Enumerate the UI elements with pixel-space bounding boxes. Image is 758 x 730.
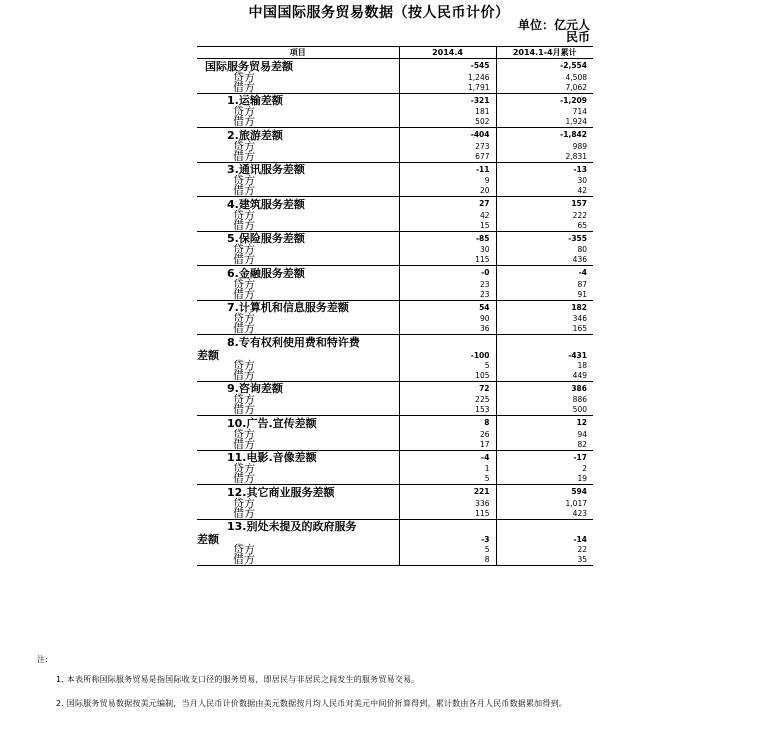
credit-month: 42 [399, 211, 496, 221]
credit-row [197, 73, 593, 83]
group-label-text: 6.金融服务差额 [227, 266, 305, 280]
credit-label-text: 贷方 [233, 105, 255, 118]
credit-month: 5 [399, 361, 496, 371]
debit-month: 105 [399, 371, 496, 382]
balance-month: 8 [399, 416, 496, 430]
group-balance-row [197, 231, 593, 245]
debit-row [197, 474, 593, 485]
page-title: 中国国际服务贸易数据（按人民币计价） [248, 5, 510, 21]
debit-row [197, 440, 593, 451]
debit-cumulative: 436 [496, 255, 593, 266]
empty-cell [496, 519, 593, 533]
debit-cumulative: 65 [496, 221, 593, 232]
debit-label [197, 555, 399, 566]
debit-label [197, 255, 399, 266]
balance-cumulative: -1,209 [496, 93, 593, 107]
debit-row [197, 117, 593, 128]
credit-row [197, 280, 593, 290]
balance-cumulative: 12 [496, 416, 593, 430]
empty-cell [399, 519, 496, 533]
balance-month: -545 [399, 59, 496, 73]
credit-row [197, 545, 593, 555]
credit-cumulative: 94 [496, 430, 593, 440]
debit-row [197, 221, 593, 232]
debit-cumulative: 500 [496, 405, 593, 416]
credit-label-text: 贷方 [233, 312, 255, 325]
notes-label: 注: [37, 655, 48, 664]
debit-label [197, 405, 399, 416]
credit-month: 1,246 [399, 73, 496, 83]
debit-label-text: 借方 [233, 287, 255, 301]
empty-cell [496, 335, 593, 349]
debit-month: 8 [399, 555, 496, 566]
balance-month: 221 [399, 485, 496, 499]
debit-label-text: 借方 [233, 253, 255, 266]
table-body [197, 59, 593, 566]
debit-label-text: 借方 [233, 115, 255, 128]
balance-cumulative: -4 [496, 266, 593, 280]
credit-cumulative: 989 [496, 142, 593, 152]
group-balance-row [197, 300, 593, 314]
debit-label [197, 149, 399, 163]
group-title-row [197, 335, 593, 349]
debit-row [197, 255, 593, 266]
debit-cumulative: 91 [496, 290, 593, 301]
balance-cumulative: 386 [496, 381, 593, 395]
debit-row [197, 290, 593, 301]
unit-label [500, 19, 590, 43]
debit-label [197, 368, 399, 382]
balance-month: -3 [399, 533, 496, 545]
debit-cumulative: 82 [496, 440, 593, 451]
credit-row [197, 361, 593, 371]
group-label-line-1: 8.专有权利使用费和特许费 [227, 335, 360, 349]
group-label-text: 4.建筑服务差额 [227, 197, 305, 211]
debit-label [197, 80, 399, 94]
debit-month: 502 [399, 117, 496, 128]
group-label-text: 7.计算机和信息服务差额 [227, 301, 349, 314]
group-label-text: 2.旅游差额 [227, 128, 283, 142]
debit-label [197, 437, 399, 451]
balance-cumulative: 157 [496, 197, 593, 211]
balance-month: -100 [399, 349, 496, 361]
group-balance-row [197, 128, 593, 142]
credit-cumulative: 18 [496, 361, 593, 371]
credit-row [197, 499, 593, 509]
debit-label-text: 借方 [233, 437, 255, 451]
balance-month: -85 [399, 231, 496, 245]
balance-cumulative: 594 [496, 485, 593, 499]
credit-month: 23 [399, 280, 496, 290]
debit-row [197, 509, 593, 520]
balance-month: -321 [399, 93, 496, 107]
header-cumulative: 2014.1-4月累计 [496, 47, 593, 59]
balance-month: 54 [399, 300, 496, 314]
credit-label-text: 贷方 [233, 174, 255, 187]
credit-month: 26 [399, 430, 496, 440]
group-balance-row [197, 533, 593, 545]
balance-cumulative: 182 [496, 300, 593, 314]
debit-cumulative: 165 [496, 324, 593, 335]
debit-label-text: 借方 [233, 368, 255, 382]
credit-label-text: 贷方 [233, 277, 255, 291]
credit-cumulative: 1,017 [496, 499, 593, 509]
debit-label [197, 186, 399, 197]
credit-row [197, 211, 593, 221]
balance-month: 72 [399, 381, 496, 395]
credit-cumulative: 22 [496, 545, 593, 555]
credit-month: 5 [399, 545, 496, 555]
credit-row [197, 464, 593, 474]
credit-label-text: 贷方 [233, 393, 255, 406]
debit-label-text: 借方 [233, 149, 255, 163]
debit-label-text: 借方 [233, 80, 255, 94]
service-trade-table [197, 46, 593, 566]
credit-row [197, 107, 593, 117]
debit-cumulative: 42 [496, 186, 593, 197]
group-label [197, 335, 399, 349]
group-balance-row [197, 93, 593, 107]
credit-cumulative: 4,508 [496, 73, 593, 83]
debit-cumulative: 35 [496, 555, 593, 566]
credit-month: 181 [399, 107, 496, 117]
credit-month: 225 [399, 395, 496, 405]
credit-row [197, 430, 593, 440]
note-2: 2. 国际服务贸易数据按美元编制，当月人民币计价数据由美元数据按月均人民币对美元中间价折算得到，累计数由各月人民币数据累加得到。 [56, 699, 567, 708]
debit-row [197, 152, 593, 163]
balance-cumulative: -17 [496, 450, 593, 464]
group-balance-row [197, 197, 593, 211]
credit-cumulative: 80 [496, 245, 593, 255]
credit-label-text: 贷方 [233, 208, 255, 222]
credit-row [197, 176, 593, 186]
debit-row [197, 405, 593, 416]
empty-cell [399, 335, 496, 349]
balance-month: -0 [399, 266, 496, 280]
credit-cumulative: 346 [496, 314, 593, 324]
balance-month: -4 [399, 450, 496, 464]
debit-row [197, 371, 593, 382]
group-balance-row [197, 450, 593, 464]
credit-label-text: 贷方 [233, 139, 255, 153]
group-balance-row [197, 162, 593, 176]
credit-label-text: 贷方 [233, 358, 255, 372]
debit-label-text: 借方 [233, 184, 255, 197]
credit-row [197, 395, 593, 405]
credit-month: 273 [399, 142, 496, 152]
debit-month: 115 [399, 255, 496, 266]
debit-month: 15 [399, 221, 496, 232]
debit-label-text: 借方 [233, 322, 255, 335]
group-label-text: 10.广告.宣传差额 [227, 416, 317, 430]
debit-cumulative: 449 [496, 371, 593, 382]
group-balance-row [197, 381, 593, 395]
group-balance-row [197, 485, 593, 499]
group-label-text: 12.其它商业服务差额 [227, 485, 335, 499]
credit-month: 90 [399, 314, 496, 324]
debit-row [197, 324, 593, 335]
group-label-text: 11.电影.音像差额 [227, 451, 317, 464]
debit-row [197, 83, 593, 94]
group-label-line-2: 差额 [197, 533, 219, 546]
debit-row [197, 555, 593, 566]
unit-line-2: 民币 [565, 30, 590, 44]
group-balance-row [197, 349, 593, 361]
group-label-line-1: 13.别处未提及的政府服务 [227, 520, 357, 533]
balance-month: -11 [399, 162, 496, 176]
debit-label-text: 借方 [233, 218, 255, 232]
credit-cumulative: 87 [496, 280, 593, 290]
credit-label-text: 贷方 [233, 496, 255, 510]
debit-label-text: 借方 [233, 506, 255, 520]
debit-month: 5 [399, 474, 496, 485]
balance-cumulative: -2,554 [496, 59, 593, 73]
credit-label-text: 贷方 [233, 243, 255, 256]
debit-month: 36 [399, 324, 496, 335]
table-header-row [197, 47, 593, 59]
unit-line-1: 单位：亿元人 [517, 18, 590, 32]
note-1: 1. 本表所称国际服务贸易是指国际收支口径的服务贸易，即居民与非居民之间发生的服务贸易交易。 [56, 675, 420, 684]
group-label-text: 1.运输差额 [227, 94, 283, 107]
credit-month: 1 [399, 464, 496, 474]
group-balance-row [197, 266, 593, 280]
credit-cumulative: 886 [496, 395, 593, 405]
credit-label-text: 贷方 [233, 427, 255, 441]
header-month: 2014.4 [399, 47, 496, 59]
debit-label [197, 506, 399, 520]
balance-cumulative: -14 [496, 533, 593, 545]
group-balance-row [197, 59, 593, 73]
credit-row [197, 142, 593, 152]
debit-label-text: 借方 [233, 403, 255, 416]
debit-cumulative: 1,924 [496, 117, 593, 128]
credit-month: 30 [399, 245, 496, 255]
debit-cumulative: 423 [496, 509, 593, 520]
debit-month: 153 [399, 405, 496, 416]
group-title-row [197, 519, 593, 533]
credit-cumulative: 714 [496, 107, 593, 117]
balance-month: -404 [399, 128, 496, 142]
balance-cumulative: -355 [496, 231, 593, 245]
credit-row [197, 314, 593, 324]
debit-row [197, 186, 593, 197]
credit-month: 336 [399, 499, 496, 509]
credit-label-text: 贷方 [233, 70, 255, 84]
debit-month: 23 [399, 290, 496, 301]
debit-label-text: 借方 [233, 553, 255, 566]
group-label-text: 国际服务贸易差额 [205, 59, 293, 73]
balance-month: 27 [399, 197, 496, 211]
debit-label [197, 218, 399, 232]
credit-cumulative: 222 [496, 211, 593, 221]
credit-cumulative: 30 [496, 176, 593, 186]
header-item: 项目 [197, 47, 399, 59]
group-label-text: 9.咨询差额 [227, 382, 283, 395]
group-label [197, 519, 399, 533]
debit-label [197, 324, 399, 335]
debit-label [197, 117, 399, 128]
debit-label [197, 474, 399, 485]
balance-cumulative: -1,842 [496, 128, 593, 142]
group-label-line-2: 差额 [197, 348, 219, 362]
debit-cumulative: 19 [496, 474, 593, 485]
debit-month: 115 [399, 509, 496, 520]
credit-month: 9 [399, 176, 496, 186]
credit-row [197, 245, 593, 255]
credit-label-text: 贷方 [233, 543, 255, 556]
balance-cumulative: -431 [496, 349, 593, 361]
credit-cumulative: 2 [496, 464, 593, 474]
debit-month: 677 [399, 152, 496, 163]
group-label-text: 5.保险服务差额 [227, 232, 305, 245]
debit-label [197, 287, 399, 301]
debit-month: 17 [399, 440, 496, 451]
group-balance-row [197, 416, 593, 430]
debit-month: 1,791 [399, 83, 496, 94]
balance-cumulative: -13 [496, 162, 593, 176]
debit-month: 20 [399, 186, 496, 197]
debit-cumulative: 2,831 [496, 152, 593, 163]
credit-label-text: 贷方 [233, 462, 255, 475]
debit-label-text: 借方 [233, 472, 255, 485]
group-label-text: 3.通讯服务差额 [227, 163, 305, 176]
debit-cumulative: 7,062 [496, 83, 593, 94]
